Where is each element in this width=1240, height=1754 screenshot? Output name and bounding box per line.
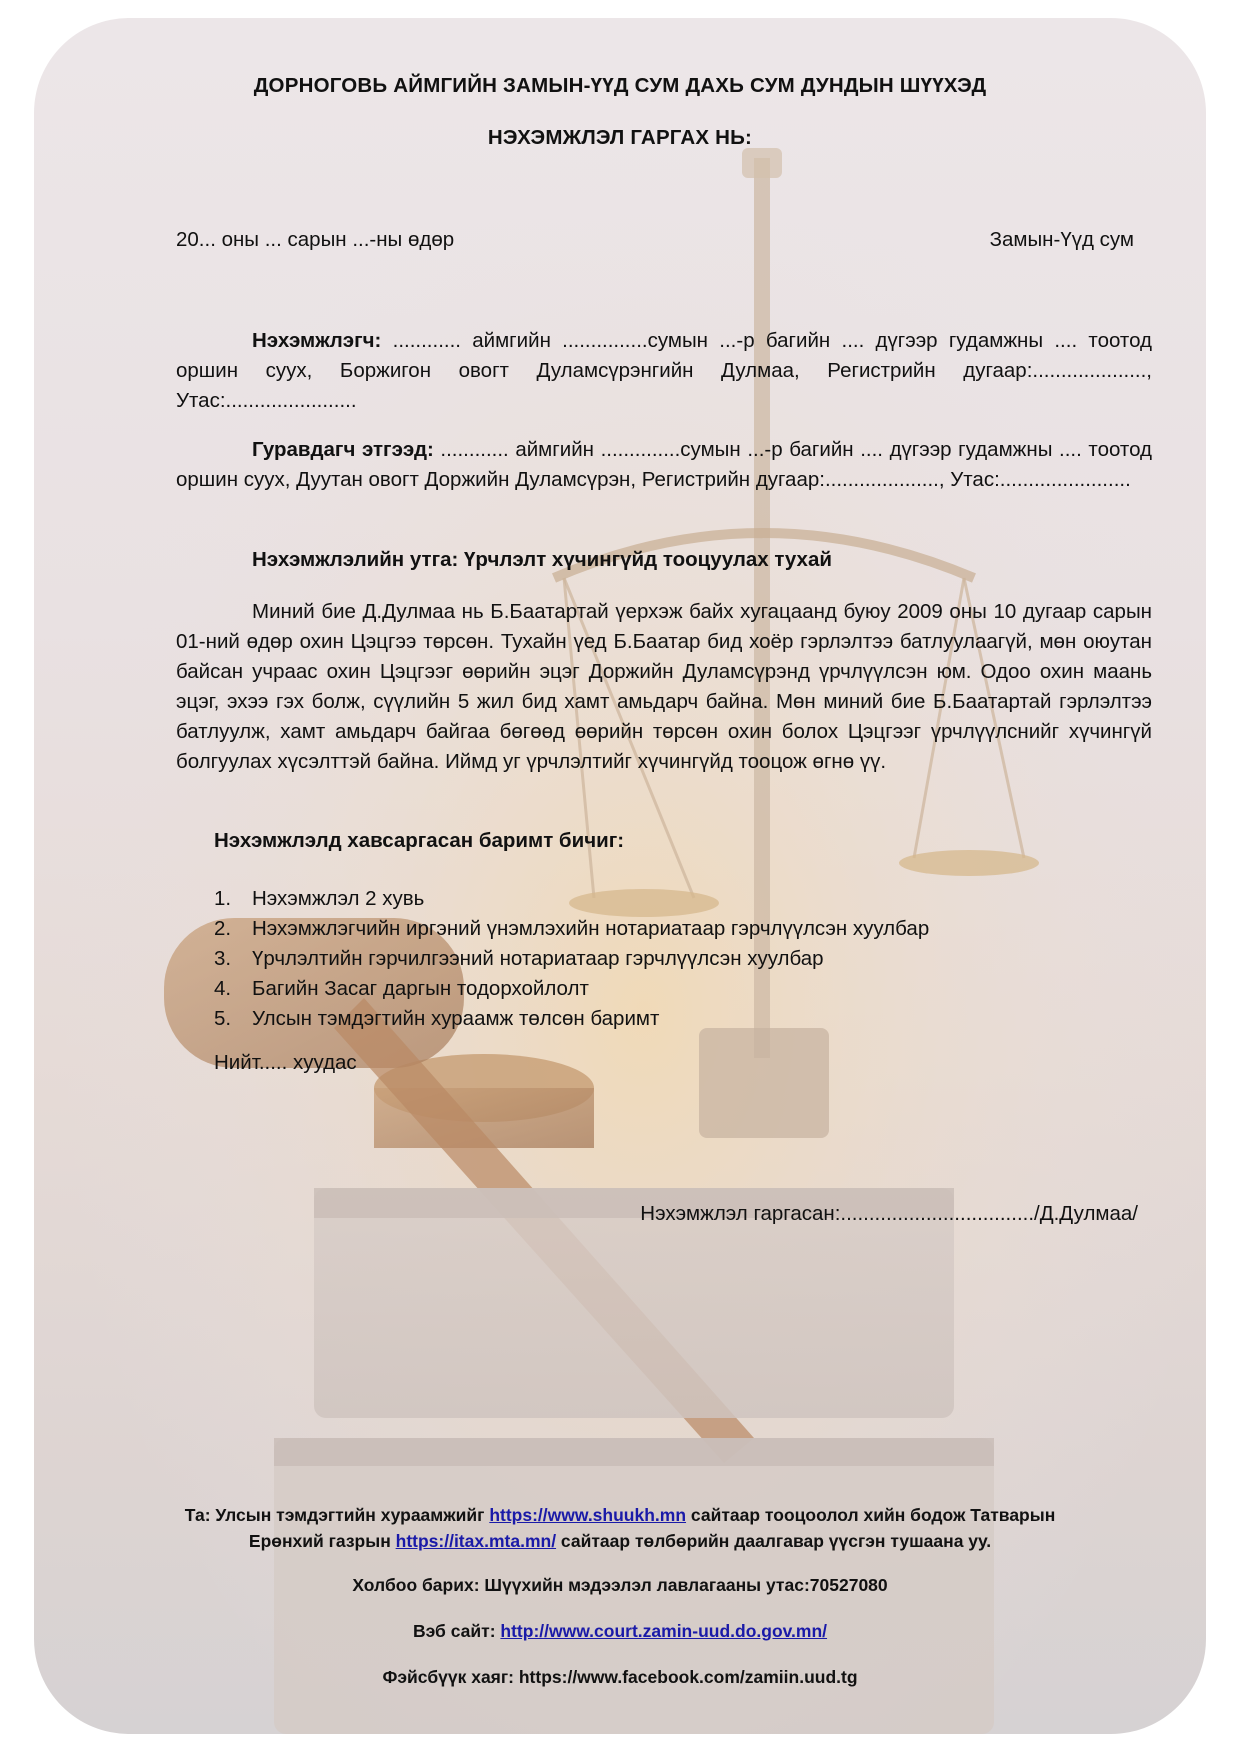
footer-note-text: Ерөнхий газрын [248, 1531, 396, 1551]
document-date: 20... оны ... сарын ...-ны өдөр [176, 228, 455, 251]
itax-link[interactable]: https://itax.mta.mn/ [395, 1531, 557, 1551]
footer-note-text: Та: Улсын тэмдэгтийн хураамжийг [184, 1505, 490, 1525]
total-pages: Нийт..... хуудас [214, 1051, 357, 1074]
list-item-number: 4. [214, 977, 232, 1000]
third-party-paragraph [176, 435, 1152, 495]
list-item-number: 3. [214, 947, 232, 970]
list-item-number: 1. [214, 887, 232, 910]
document-title: НЭХЭМЖЛЭЛ ГАРГАХ НЬ: [487, 126, 753, 149]
claim-body-paragraph [176, 597, 1152, 777]
attachments-heading: Нэхэмжлэлд хавсаргасан баримт бичиг: [214, 829, 625, 852]
document-place: Замын-Үүд сум [989, 228, 1134, 251]
footer-note [120, 1502, 1120, 1554]
contact-info: Холбоо барих: Шүүхийн мэдээлэл лавлагааны утас:70527080 [352, 1575, 888, 1595]
signature-line: Нэхэмжлэл гаргасан:................................../Д.Дулмаа/ [640, 1202, 1138, 1225]
third-party-label: Гуравдагч этгээд: [252, 438, 434, 461]
list-item [214, 884, 929, 914]
website-link[interactable]: http://www.court.zamin-uud.do.gov.mn/ [500, 1621, 828, 1641]
list-item-text: Нэхэмжлэл 2 хувь [252, 887, 425, 910]
facebook-line: Фэйсбүүк хаяг: https://www.facebook.com/zamiin.uud.tg [382, 1667, 858, 1687]
footer-note-text: сайтаар төлбөрийн даалгавар үүсгэн тушаана уу. [556, 1531, 992, 1551]
website-line [120, 1618, 1120, 1644]
claim-subject: Нэхэмжлэлийн утга: Үрчлэлт хүчингүйд тооцуулах тухай [252, 548, 832, 571]
plaintiff-text: ............ аймгийн ...............сумын ...-р багийн .... дүгээр гудамжны .... тоотод оршин суух, Боржигон овогт Дуламсүрэнгийн Дулмаа, Регистрийн дугаар:...................., Утас:....................... [176, 329, 1152, 412]
attachments-list [214, 884, 929, 1034]
list-item-text: Багийн Засаг даргын тодорхойлолт [252, 977, 589, 1000]
list-item [214, 914, 929, 944]
plaintiff-label: Нэхэмжлэгч: [252, 329, 382, 352]
list-item [214, 974, 929, 1004]
list-item-number: 5. [214, 1007, 232, 1030]
court-heading: ДОРНОГОВЬ АЙМГИЙН ЗАМЫН-ҮҮД СУМ ДАХЬ СУМ ДУНДЫН ШҮҮХЭД [253, 74, 987, 97]
shuukh-link[interactable]: https://www.shuukh.mn [489, 1505, 687, 1525]
third-party-text: ............ аймгийн ..............сумын ...-р багийн .... дүгээр гудамжны .... тоотод оршин суух, Дуутан овогт Доржийн Дуламсүрэн, Регистрийн дугаар:...................., Утас:....................... [176, 438, 1152, 491]
list-item-number: 2. [214, 917, 232, 940]
list-item [214, 1004, 929, 1034]
list-item-text: Нэхэмжлэгчийн иргэний үнэмлэхийн нотариатаар гэрчлүүлсэн хуулбар [252, 917, 930, 940]
list-item-text: Үрчлэлтийн гэрчилгээний нотариатаар гэрчлүүлсэн хуулбар [252, 947, 824, 970]
list-item [214, 944, 929, 974]
list-item-text: Улсын тэмдэгтийн хураамж төлсөн баримт [252, 1007, 660, 1030]
website-label: Вэб сайт: [412, 1621, 501, 1641]
claim-body-text: Миний бие Д.Дулмаа нь Б.Баатартай үерхэж байх хугацаанд буюу 2009 оны 10 дугаар сарын 01-ний өдөр охин Цэцгээ төрсөн. Тухайн үед Б.Баатар бид хоёр гэрлэлтээ батлуулаагүй, мөн оюутан байсан учраас охин Цэцгээг өөрийн эцэг Доржийн Дуламсүрэнд үрчлүүлсэн юм. Одоо охин маань эцэг, эхээ гэх болж, сүүлийн 5 жил бид хамт амьдарч байна. Мөн миний бие Б.Баатартай гэрлэлтээ батлуулж, хамт амьдарч байгаа бөгөөд өөрийн төрсөн охин болох Цэцгээг үрчлүүлснийг хүчингүй болгуулах хүсэлттэй байна. Иймд уг үрчлэлтийг хүчингүйд тооцож өгнө үү. [176, 600, 1152, 773]
footer-note-text: сайтаар тооцоолол хийн бодож Татварын [686, 1505, 1056, 1525]
plaintiff-paragraph [176, 326, 1152, 416]
